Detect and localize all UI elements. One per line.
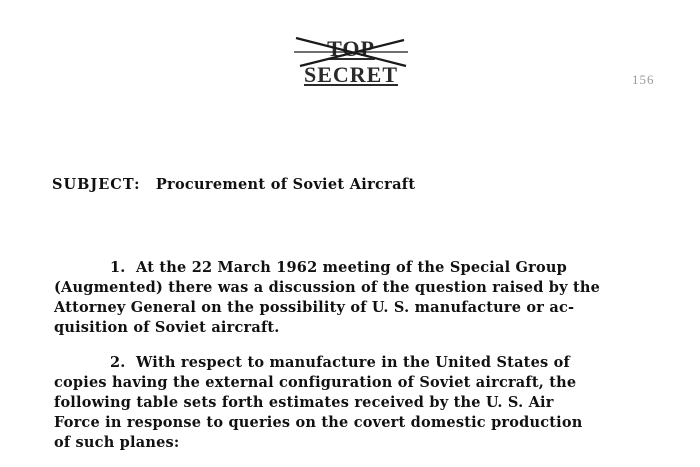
strikethrough-mark	[292, 34, 410, 70]
paragraph-line: Attorney General on the possibility of U. S. manufacture or ac-	[54, 299, 575, 316]
paragraph-line: (Augmented) there was a discussion of the question raised by the	[54, 279, 601, 296]
paragraph-line: following table sets forth estimates received by the U. S. Air	[54, 394, 554, 411]
paragraph-line: Force in response to queries on the covert domestic production	[54, 414, 583, 431]
classification-stamp	[292, 34, 410, 87]
subject-line	[52, 176, 415, 193]
paragraph-1	[54, 258, 614, 338]
subject-label: SUBJECT:	[52, 176, 141, 193]
paragraph-line: 1. At the 22 March 1962 meeting of the Special Group	[110, 259, 567, 276]
paragraph-line: 2. With respect to manufacture in the United States of	[110, 354, 570, 371]
subject-text: Procurement of Soviet Aircraft	[155, 176, 416, 193]
paragraph-2	[54, 353, 614, 453]
classification-text: TOP SECRET	[303, 36, 399, 87]
paragraph-line: of such planes:	[54, 434, 180, 451]
page-mark: 156	[632, 72, 655, 87]
paragraph-line: copies having the external configuration of Soviet aircraft, the	[54, 374, 577, 391]
paragraph-line: quisition of Soviet aircraft.	[54, 319, 280, 336]
paragraph-number: 2.	[110, 354, 126, 371]
paragraph-number: 1.	[110, 259, 126, 276]
